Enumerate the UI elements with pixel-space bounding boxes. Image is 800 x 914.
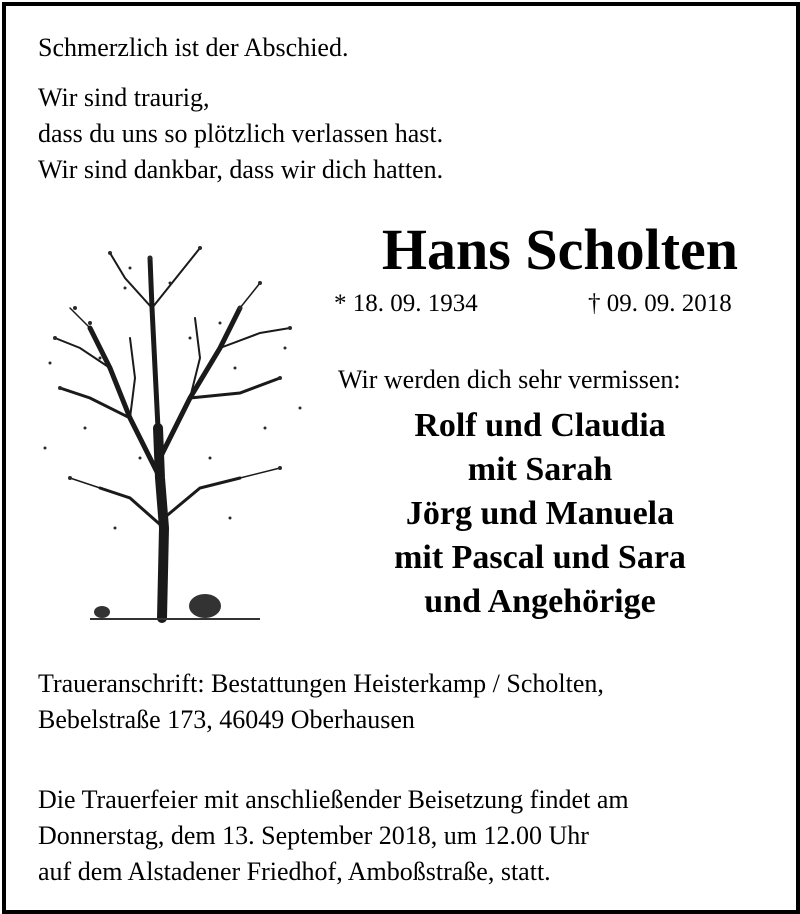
intro-line-3: dass du uns so plötzlich verlassen hast.	[38, 119, 444, 148]
address-line-2: Bebelstraße 173, 46049 Oberhausen	[38, 705, 415, 734]
tree-illustration	[30, 228, 320, 628]
tree-ground	[90, 594, 260, 620]
intro-line-2: Wir sind traurig,	[38, 83, 210, 112]
mourner-line-3: Jörg und Manuela	[405, 495, 675, 532]
mourner-line-2: mit Sarah	[467, 451, 613, 488]
mourner-line-4: mit Pascal und Sara	[394, 539, 686, 576]
tree-branches	[55, 248, 290, 618]
mourner-line-1: Rolf und Claudia	[414, 407, 666, 444]
intro-line-4: Wir sind dankbar, dass wir dich hatten.	[38, 155, 444, 184]
intro-line-1: Schmerzlich ist der Abschied.	[38, 33, 349, 62]
deceased-name: Hans Scholten	[381, 217, 739, 282]
mourner-line-5: und Angehörige	[424, 583, 656, 620]
ceremony-line-2: Donnerstag, dem 13. September 2018, um 12.00 Uhr	[38, 821, 589, 850]
mourners-intro: Wir werden dich sehr vermissen:	[338, 365, 681, 394]
ceremony-line-3: auf dem Alstadener Friedhof, Amboßstraße, statt.	[38, 857, 551, 886]
ceremony-line-1: Die Trauerfeier mit anschließender Beisetzung findet am	[38, 785, 629, 814]
address-line-1: Traueranschrift: Bestattungen Heisterkamp / Scholten,	[38, 669, 604, 698]
tree-leaves	[44, 246, 302, 530]
birth-date: * 18. 09. 1934	[334, 290, 478, 317]
death-date: † 09. 09. 2018	[588, 290, 732, 317]
